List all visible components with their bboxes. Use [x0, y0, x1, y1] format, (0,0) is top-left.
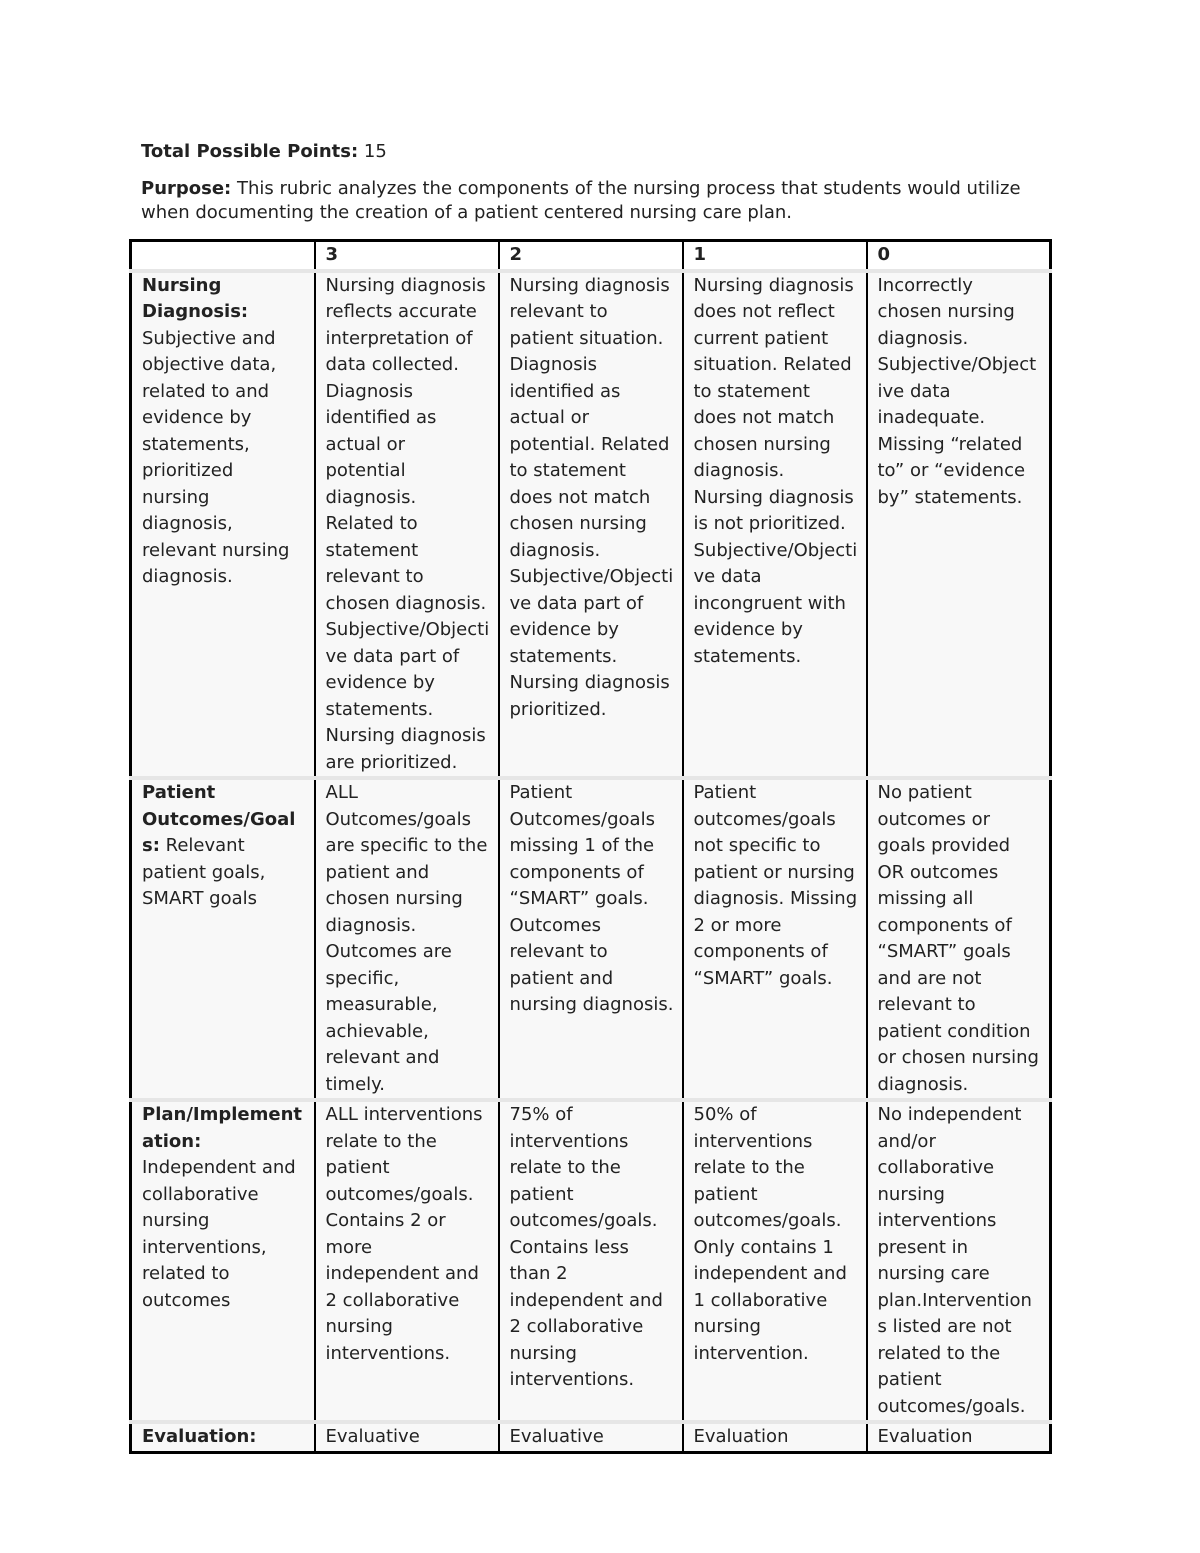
score-2-cell: Patient Outcomes/goals missing 1 of the components of “SMART” goals. Outcomes relevant to patient and nursing diagnosis.: [499, 778, 683, 1100]
purpose-line: [141, 177, 1071, 225]
criterion-title: Evaluation:: [142, 1426, 257, 1447]
criterion-title: Plan/Implementation:: [142, 1104, 302, 1152]
score-1-cell: Patient outcomes/goals not specific to patient or nursing diagnosis. Missing 2 or more components of “SMART” goals.: [683, 778, 867, 1100]
header-cell-score-0: 0: [867, 241, 1051, 271]
criterion-cell: [131, 271, 315, 779]
rubric-row-patient-outcomes: [131, 778, 1051, 1100]
score-3-cell: ALL interventions relate to the patient outcomes/goals. Contains 2 or more independent and 2 collaborative nursing interventions.: [315, 1100, 499, 1422]
score-0-cell: No patient outcomes or goals provided OR outcomes missing all components of “SMART” goals and are not relevant to patient condition or chosen nursing diagnosis.: [867, 778, 1051, 1100]
score-1-cell: Nursing diagnosis does not reflect current patient situation. Related to statement does not match chosen nursing diagnosis. Nursing diagnosis is not prioritized. Subjective/Objective data incongruent with evidence by statements.: [683, 271, 867, 779]
score-3-cell: ALL Outcomes/goals are specific to the patient and chosen nursing diagnosis. Outcomes are specific, measurable, achievable, relevant and timely.: [315, 778, 499, 1100]
score-0-cell: No independent and/or collaborative nursing interventions present in nursing care plan.Interventions listed are not related to the patient outcomes/goals.: [867, 1100, 1051, 1422]
score-3-cell: Evaluative: [315, 1422, 499, 1452]
score-2-cell: Nursing diagnosis relevant to patient situation. Diagnosis identified as actual or potential. Related to statement does not match chosen nursing diagnosis. Subjective/Objective data part of evidence by statements. Nursing diagnosis prioritized.: [499, 271, 683, 779]
criterion-cell: [131, 1422, 315, 1452]
criterion-description: Relevant patient goals, SMART goals: [142, 835, 266, 909]
score-0-cell: Incorrectly chosen nursing diagnosis. Subjective/Objective data inadequate. Missing “related to” or “evidence by” statements.: [867, 271, 1051, 779]
score-1-cell: Evaluation: [683, 1422, 867, 1452]
score-1-cell: 50% of interventions relate to the patient outcomes/goals. Only contains 1 independent and 1 collaborative nursing intervention.: [683, 1100, 867, 1422]
purpose-label: Purpose:: [141, 178, 232, 199]
criterion-title: Patient Outcomes/Goals:: [142, 782, 296, 856]
score-2-cell: Evaluative: [499, 1422, 683, 1452]
rubric-table: [129, 239, 1052, 1454]
criterion-description: Independent and collaborative nursing interventions, related to outcomes: [142, 1157, 296, 1311]
total-points-label: Total Possible Points:: [141, 141, 359, 162]
criterion-cell: [131, 778, 315, 1100]
header-cell-criterion: [131, 241, 315, 271]
score-0-cell: Evaluation: [867, 1422, 1051, 1452]
score-2-cell: 75% of interventions relate to the patient outcomes/goals. Contains less than 2 independent and 2 collaborative nursing interventions.: [499, 1100, 683, 1422]
criterion-title: Nursing Diagnosis:: [142, 274, 249, 322]
score-3-cell: Nursing diagnosis reflects accurate interpretation of data collected. Diagnosis identified as actual or potential diagnosis. Related to statement relevant to chosen diagnosis. Subjective/Objective data part of evidence by statements. Nursing diagnosis are prioritized.: [315, 271, 499, 779]
header-cell-score-3: 3: [315, 241, 499, 271]
criterion-cell: [131, 1100, 315, 1422]
rubric-header-row: [131, 241, 1051, 271]
rubric-row-plan-implementation: [131, 1100, 1051, 1422]
rubric-row-nursing-diagnosis: [131, 271, 1051, 779]
rubric-row-evaluation: [131, 1422, 1051, 1452]
total-points-line: [141, 140, 387, 164]
header-cell-score-2: 2: [499, 241, 683, 271]
header-cell-score-1: 1: [683, 241, 867, 271]
purpose-text: This rubric analyzes the components of the nursing process that students would utilize when documenting the creation of a patient centered nursing care plan.: [141, 178, 1021, 223]
total-points-value: 15: [363, 141, 387, 162]
criterion-description: Subjective and objective data, related to and evidence by statements, prioritized nursing diagnosis, relevant nursing diagnosis.: [142, 327, 290, 587]
